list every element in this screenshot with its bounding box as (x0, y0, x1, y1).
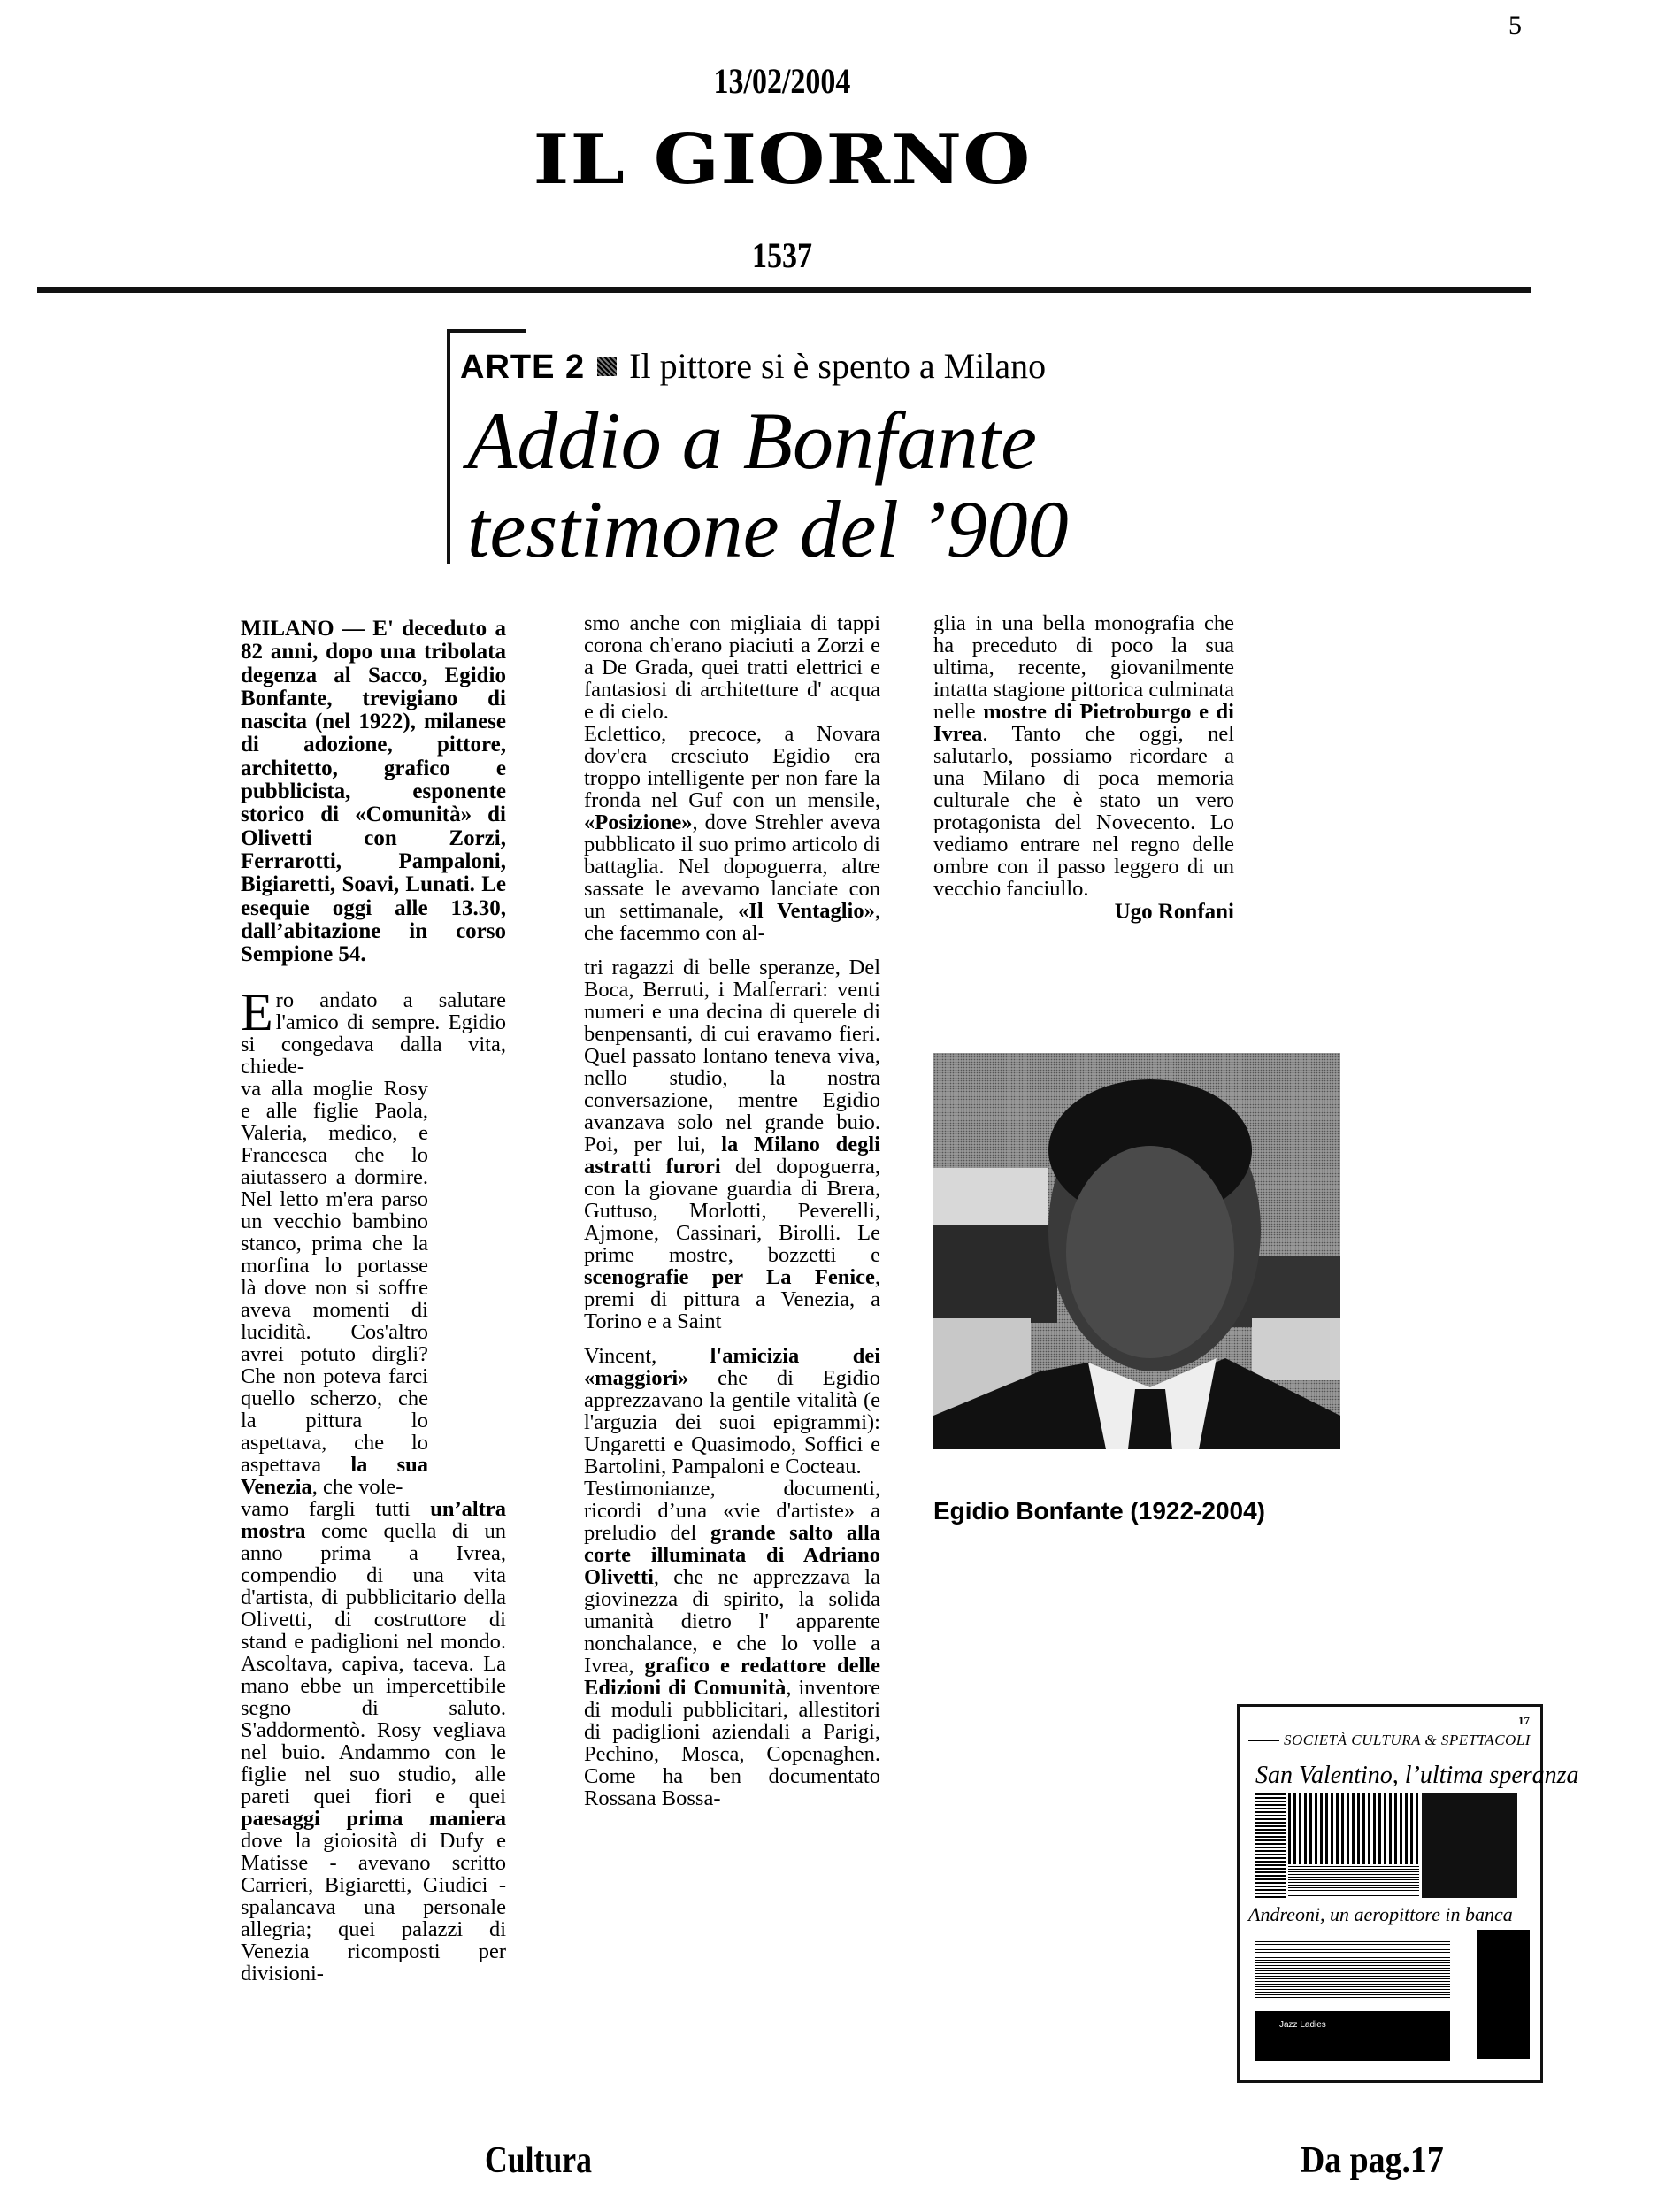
body-highlight: mostre di Pietroburgo e di Ivrea (933, 700, 1234, 746)
body-text: , che ne apprezzava la giovinezza di spirito, la solida umanità dietro l' apparente nonchalance, e che lo volle a Ivrea, (584, 1565, 880, 1678)
thumb-black-box (1477, 1930, 1530, 2059)
body-paragraph: smo anche con migliaia di tappi corona ch'erano piaciuti a Zorzi e a De Grada, quei tratti elettrici e fantasiosi di architetture d' acqua e di cielo. (584, 611, 880, 724)
article-headline (467, 396, 1069, 573)
body-text: ro andato a salutare l'amico di sempre. Egidio si congedava dalla vita, chiede- (241, 988, 506, 1079)
author-byline: Ugo Ronfani (1114, 900, 1234, 924)
body-text: , che vole- (311, 1475, 403, 1500)
body-text: Vincent, (584, 1344, 710, 1368)
body-text: come quella di un anno prima a Ivrea, compendio di una vita d'artista, di pubblicitario della Olivetti, di costruttore di stand e padiglioni nel mondo. Ascoltava, capiva, taceva. La mano ebbe un impercettibile segno di saluto. S'addormentò. Rosy vegliava nel buio. Andammo con le figlie nel suo studio, alle pareti quei fiori e quei (241, 1519, 506, 1809)
body-text: Eclettico, precoce, a Novara dov'era cresciuto Egidio era troppo intelligente per non fare la fronda nel Guf con un mensile, (584, 722, 880, 812)
photo-caption: Egidio Bonfante (1922-2004) (933, 1497, 1265, 1525)
body-highlight: la Milano degli astratti furori (584, 1133, 880, 1179)
thumb-headline-1: San Valentino, l’ultima speranza (1255, 1762, 1579, 1789)
thumb-text-block (1255, 1939, 1450, 1999)
article-lead: MILANO — E' deceduto a 82 anni, dopo una tribolata degenza al Sacco, Egidio Bonfante, trevigiano di nascita (nel 1922), milanese di adozione, pittore, architetto, grafico e pubblicista, esponente storico di «Comunità» di Olivetti con Zorzi, Ferrarotti, Pampaloni, Bigiaretti, Soavi, Lunati. Le esequie oggi alle 13.30, dall’abitazione in corso Sempione 54. (241, 617, 506, 967)
body-text: va alla moglie Rosy e alle figlie Paola, Valeria, medico, e Francesca che lo aiutassero a dormire. Nel letto m'era parso un vecchio bambino stanco, prima che la morfina lo portasse là dove non si soffre aveva momenti di lucidità. Cos'altro avrei potuto dirgli? Che non poteva farci quello scherzo, che la pittura lo aspettava, che lo aspettava (241, 1077, 428, 1478)
square-bullet-icon (597, 357, 617, 376)
headline-line-1: Addio a Bonfante (467, 396, 1037, 486)
body-text: , dove Strehler aveva pubblicato il suo primo articolo di battaglia. Nel dopoguerra, altre sassate le avevamo lanciate con un settimanale, (584, 810, 880, 923)
article-column-3 (933, 612, 1234, 925)
footer-section-label: Cultura (485, 2140, 593, 2181)
body-text: vamo fargli tutti (241, 1497, 431, 1522)
article-column-1 (241, 618, 506, 1985)
article-body-col3 (933, 612, 1234, 900)
headline-bracket-top (447, 329, 526, 333)
source-page-thumbnail (1237, 1704, 1579, 2083)
portrait-image (933, 1053, 1340, 1449)
body-highlight: scenografie per La Fenice (584, 1265, 875, 1289)
body-text: glia in una bella monografia che ha preceduto di poco la sua ultima, recente, giovanilmente intatta stagione pittorica culminata nelle (933, 611, 1234, 724)
article-body-col2-top (584, 612, 880, 944)
body-text: . Tanto che oggi, nel salutarlo, possiamo ricordare a una Milano di poca memoria culturale che è stato un vero protagonista del Novecento. Lo vediamo entrare nel regno delle ombre con il passo leggero di un vecchio fanciullo. (933, 722, 1234, 901)
thumb-section-title: SOCIETÀ CULTURA & SPETTACOLI (1284, 1732, 1531, 1748)
body-text: , premi di pittura a Venezia, a Torino e a Saint (584, 1265, 880, 1333)
thumb-text-block (1255, 1793, 1286, 1898)
body-text: che di Egidio apprezzavano la gentile vitalità (e l'arguzia dei suoi epigrammi): Ungaretti e Quasimodo, Soffici e Bartolini, Pampaloni e Cocteau. (584, 1366, 880, 1479)
header-divider (37, 287, 1531, 293)
body-paragraph (584, 723, 880, 944)
drop-cap: E (241, 983, 273, 1042)
body-highlight: «Posizione» (584, 810, 693, 834)
body-paragraph (584, 1345, 880, 1478)
article-body-col1-narrow (241, 1078, 428, 1498)
body-text: , che facemmo con al- (584, 899, 880, 945)
body-text: , inventore di moduli pubblicitari, allestitori di padiglioni aziendali a Parigi, Pechino, Mosca, Copenaghen. Come ha ben documentato Rossana Bossa- (584, 1676, 880, 1810)
thumb-graphic (1288, 1793, 1419, 1864)
article-body-col2-bottom (584, 1345, 880, 1809)
article-column-2 (584, 612, 880, 1809)
body-highlight: l'amicizia dei «maggiori» (584, 1344, 880, 1390)
body-highlight: grafico e redattore delle Edizioni di Comunità (584, 1654, 880, 1700)
kicker-text: Il pittore si è spento a Milano (629, 346, 1047, 386)
portrait-photo (933, 1053, 1340, 1449)
body-text: Testimonianze, documenti, ricordi d’una «vie d'artiste» a preludio del (584, 1477, 880, 1545)
article-body-col1-wide (241, 1498, 506, 1985)
page-number: 5 (1508, 11, 1522, 40)
headline-line-2: testimone del ’900 (467, 484, 1069, 574)
article-body-col1-opening (241, 983, 506, 1079)
thumb-photo (1422, 1793, 1517, 1898)
headline-bracket (447, 329, 450, 564)
thumb-text-block (1288, 1866, 1419, 1898)
thumb-page-number: 17 (1518, 1714, 1530, 1727)
body-highlight: la sua Venezia (241, 1453, 428, 1500)
section-tag: ARTE 2 (460, 349, 586, 386)
body-highlight: paesaggi prima maniera (241, 1807, 506, 1832)
footer-page-reference: Da pag.17 (1301, 2140, 1444, 2181)
issue-number: 1537 (752, 235, 812, 275)
thumb-rule-left (1248, 1740, 1279, 1741)
body-highlight: un’altra mostra (241, 1497, 506, 1544)
thumb-headline-2: Andreoni, un aeropittore in banca (1248, 1903, 1513, 1925)
newspaper-masthead: IL GIORNO (533, 119, 1032, 200)
body-highlight: grande salto alla corte illuminata di Adriano Olivetti (584, 1521, 880, 1589)
article-kicker (460, 345, 1046, 387)
publication-date: 13/02/2004 (713, 61, 851, 101)
body-text: tri ragazzi di belle speranze, Del Boca, Berruti, i Malferrari: venti numeri e una decina di querele di benpensanti, di cui eravamo fieri. Quel passato lontano teneva viva, nello studio, la nostra conversazione, mentre Egidio avanzava solo nel grande buio. Poi, per lui, (584, 956, 880, 1156)
thumb-advert-title: Jazz Ladies (1279, 2020, 1326, 2030)
body-text: del dopoguerra, con la giovane guardia di Brera, Guttuso, Morlotti, Peverelli, Ajmone, Cassinari, Birolli. Le prime mostre, bozzetti e (584, 1155, 880, 1267)
body-text: dove la gioiosità di Dufy e Matisse - avevano scritto Carrieri, Bigiaretti, Giudici - spalancava una personale allegria; quei palazzi di Venezia ricomposti per divisioni- (241, 1829, 506, 1986)
body-highlight: «Il Ventaglio» (738, 899, 875, 923)
article-body-col2-middle (584, 956, 880, 1333)
body-paragraph (584, 1478, 880, 1809)
thumb-advert (1255, 2011, 1450, 2061)
